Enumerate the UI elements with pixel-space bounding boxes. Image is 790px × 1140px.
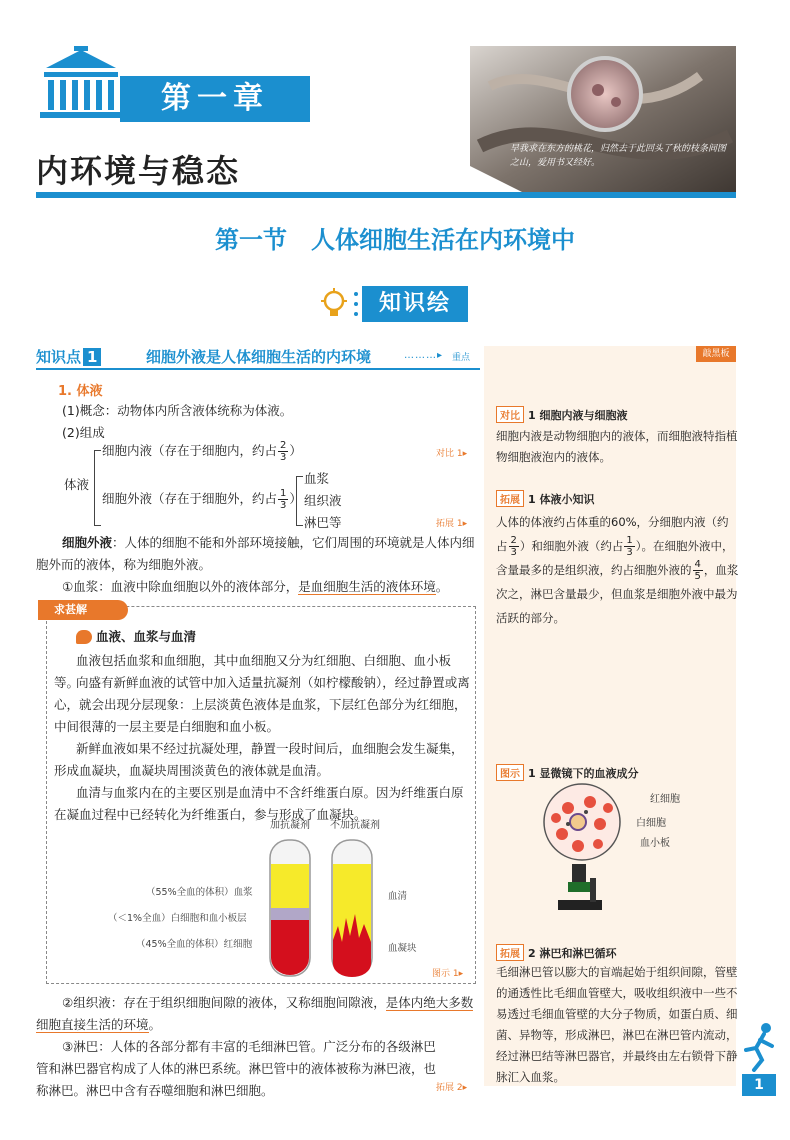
tissue-fluid-end: 。 [148, 1017, 162, 1032]
test-tubes-figure [260, 830, 390, 980]
brace-ecf [296, 476, 303, 526]
sidebar-tag: 敲黑板 [696, 346, 736, 362]
explain-tag: 求甚解 [38, 600, 128, 620]
plasma-definition [62, 576, 448, 598]
tissue-fluid-item: 组织液 [304, 493, 342, 508]
label-serum: 血清 [388, 891, 408, 902]
body-fluid-heading: 1. 体液 [58, 384, 103, 399]
ext2-text: 毛细淋巴管以膨大的盲端起始于组织间隙，管壁的通透性比毛细血管壁大，吸收组织液中一些不易透过毛细血管壁的大分子物质，如蛋白质、细菌、异物等，形成淋巴，淋巴在淋巴管内流动，经过淋巴结等淋巴器官，并最终由左右锁骨下静脉汇入血浆。 [496, 965, 738, 1084]
extracellular-text: 细胞外液（存在于细胞外，约占 [102, 491, 278, 506]
ext1-c: ）。在细胞外液中，含量最多的是组织液，约占细胞外液的 [496, 539, 734, 577]
page-number: 1 [742, 1074, 776, 1096]
kp-label-text: 知识点 [36, 348, 82, 366]
explain-p4: 血清与血浆内在的主要区别是血清中不含纤维蛋白原。因为纤维蛋白原在凝血过程中已经转化为纤维蛋白，参与形成了血凝块。 [54, 785, 464, 822]
knowledge-badge [318, 286, 468, 322]
ext1-f1n: 2 [510, 535, 517, 546]
contrast-title: 1 细胞内液与细胞液 [528, 409, 628, 422]
brace-main [94, 450, 101, 526]
figure-title: 1 显微镜下的血液成分 [528, 767, 639, 780]
plasma-def-end: 。 [435, 579, 449, 594]
header-divider [36, 192, 736, 198]
concept-line: (1)概念：动物体内所含液体统称为体液。 [62, 403, 293, 418]
plasma-item: 血浆 [304, 471, 330, 486]
ext1-frac2 [624, 535, 634, 558]
contrast-pill: 对比 [496, 406, 524, 423]
kp-dots: ………▸ [404, 350, 444, 361]
close-paren-2: ） [289, 491, 302, 506]
frac-in-num: 2 [280, 440, 287, 451]
ext1-heading [496, 490, 594, 507]
ext1-f2d: 3 [626, 547, 633, 558]
frac-out-den: 3 [280, 500, 287, 511]
explain-p3: 新鲜血液如果不经过抗凝处理，静置一段时间后，血细胞会发生凝集，形成血凝块，血凝块周围淡黄色的液体就是血清。 [54, 741, 464, 778]
label-wbc-layer: （＜1%全血）白细胞和血小板层 [108, 913, 247, 924]
ext1-f1d: 3 [510, 547, 517, 558]
ext1-frac3 [693, 559, 703, 582]
tube1-label: 加抗凝剂 [270, 820, 310, 831]
ecf-def-text: ：人体的细胞不能和外部环境接触，它们周围的环境就是人体内细胞外而的液体，称为细胞外液。 [36, 535, 475, 572]
kp-number: 1 [83, 348, 101, 366]
knowledge-badge-label: 知识绘 [362, 286, 468, 322]
lightbulb-icon [318, 286, 362, 322]
extracellular-line [102, 488, 302, 511]
tube2-label: 不加抗凝剂 [330, 820, 380, 831]
ref-extension-1[interactable]: 拓展 1▸ [436, 519, 468, 529]
kp-key-tag: 重点 [452, 353, 471, 363]
fraction-in [278, 440, 288, 463]
plasma-def-a: ①血浆：血液中除血细胞以外的液体部分， [62, 579, 299, 594]
ext1-title: 1 体液小知识 [528, 493, 595, 506]
knowledge-point-title: 细胞外液是人体细胞生活的内环境 [146, 348, 372, 366]
ecf-def-label: 细胞外液 [62, 535, 113, 550]
chapter-label: 第一章 [120, 76, 310, 122]
ext1-f2n: 1 [626, 535, 633, 546]
kp-divider [36, 368, 480, 370]
ecf-definition [36, 532, 480, 576]
tissue-fluid-a: ②组织液：存在于组织细胞间隙的液体，又称细胞间隙液， [62, 995, 386, 1010]
figure-pill: 图示 [496, 764, 524, 781]
hero-image [470, 46, 736, 196]
knowledge-point-label [36, 346, 103, 367]
explain-p2: 向盛有新鲜血液的试管中加入适量抗凝剂（如柠檬酸钠），经过静置或离心，就会出现分层现象：上层淡黄色液体是血浆，下层红色部分为红细胞，中间很薄的一层主要是白细胞和血小板。 [54, 675, 470, 734]
composition-line: (2)组成 [62, 425, 105, 440]
microscope-figure [538, 782, 648, 916]
ext1-text [496, 510, 740, 630]
ext1-pill: 拓展 [496, 490, 524, 507]
label-rbc: （45%全血的体积）红细胞 [136, 939, 253, 950]
ext2-title: 2 淋巴和淋巴循环 [528, 947, 617, 960]
ext2-pill: 拓展 [496, 944, 524, 961]
frac-in-den: 3 [280, 452, 287, 463]
fraction-out [278, 488, 288, 511]
lymph-item: 淋巴等 [304, 515, 342, 530]
ext1-frac1 [509, 535, 519, 558]
intracellular-text: 细胞内液（存在于细胞内，约占 [102, 443, 278, 458]
fig-label-platelet: 血小板 [640, 838, 670, 849]
label-plasma: （55%全血的体积）血浆 [146, 887, 253, 898]
ext1-b: ）和细胞外液（约占 [519, 539, 624, 553]
explain-subtitle: 血液、血浆与血清 [96, 629, 197, 644]
fig-label-rbc: 红细胞 [650, 794, 680, 805]
section-title: 第一节 人体细胞生活在内环境中 [215, 226, 575, 254]
ref-contrast-1[interactable]: 对比 1▸ [436, 449, 468, 459]
hero-caption: 早我求在东方的桃花，归然去于此回头了秋的枝条间图之山，爱用书又经好。 [510, 144, 727, 168]
school-logo-icon [36, 46, 126, 126]
ext1-a: 人体的体液约占体重的60%，分细胞内液（约占 [496, 515, 729, 553]
leaf-icon [76, 630, 92, 644]
ref-figure-1[interactable]: 图示 1▸ [432, 969, 464, 979]
ref-extension-2[interactable]: 拓展 2▸ [436, 1083, 468, 1093]
contrast-heading [496, 406, 627, 423]
lymph-paragraph: ③淋巴：人体的各部分都有丰富的毛细淋巴管。广泛分布的各级淋巴管和淋巴器官构成了人体的淋巴系统。淋巴管中的液体被称为淋巴液，也称淋巴。淋巴中含有吞噬细胞和淋巴细胞。 [36, 1039, 437, 1098]
explain-p1: 血液包括血浆和血细胞，其中血细胞又分为红细胞、白细胞、血小板等。 [54, 653, 452, 690]
contrast-text: 细胞内液是动物细胞内的液体，而细胞液特指植物细胞液泡内的液体。 [496, 429, 738, 464]
runner-icon [740, 1020, 780, 1072]
frac-out-num: 1 [280, 488, 287, 499]
label-clot: 血凝块 [388, 943, 417, 954]
ext1-f3n: 4 [694, 559, 701, 570]
tissue-fluid-paragraph [36, 992, 480, 1036]
chapter-title: 内环境与稳态 [36, 152, 241, 190]
intracellular-line [102, 440, 302, 463]
tissue-fluid-b: 是体内绝大多数细胞直接生活的环境 [36, 995, 474, 1032]
ext1-f3d: 5 [694, 571, 701, 582]
ext2-heading [496, 944, 616, 961]
body-fluid-root: 体液 [64, 477, 90, 492]
fig-label-wbc: 白细胞 [636, 818, 666, 829]
close-paren: ） [289, 443, 302, 458]
figure-heading [496, 764, 638, 781]
plasma-def-b: 是血细胞生活的液体环境 [298, 579, 436, 594]
ext1-d: ，血浆次之，淋巴含量最少，但血浆是细胞外液中最为活跃的部分。 [496, 563, 739, 625]
